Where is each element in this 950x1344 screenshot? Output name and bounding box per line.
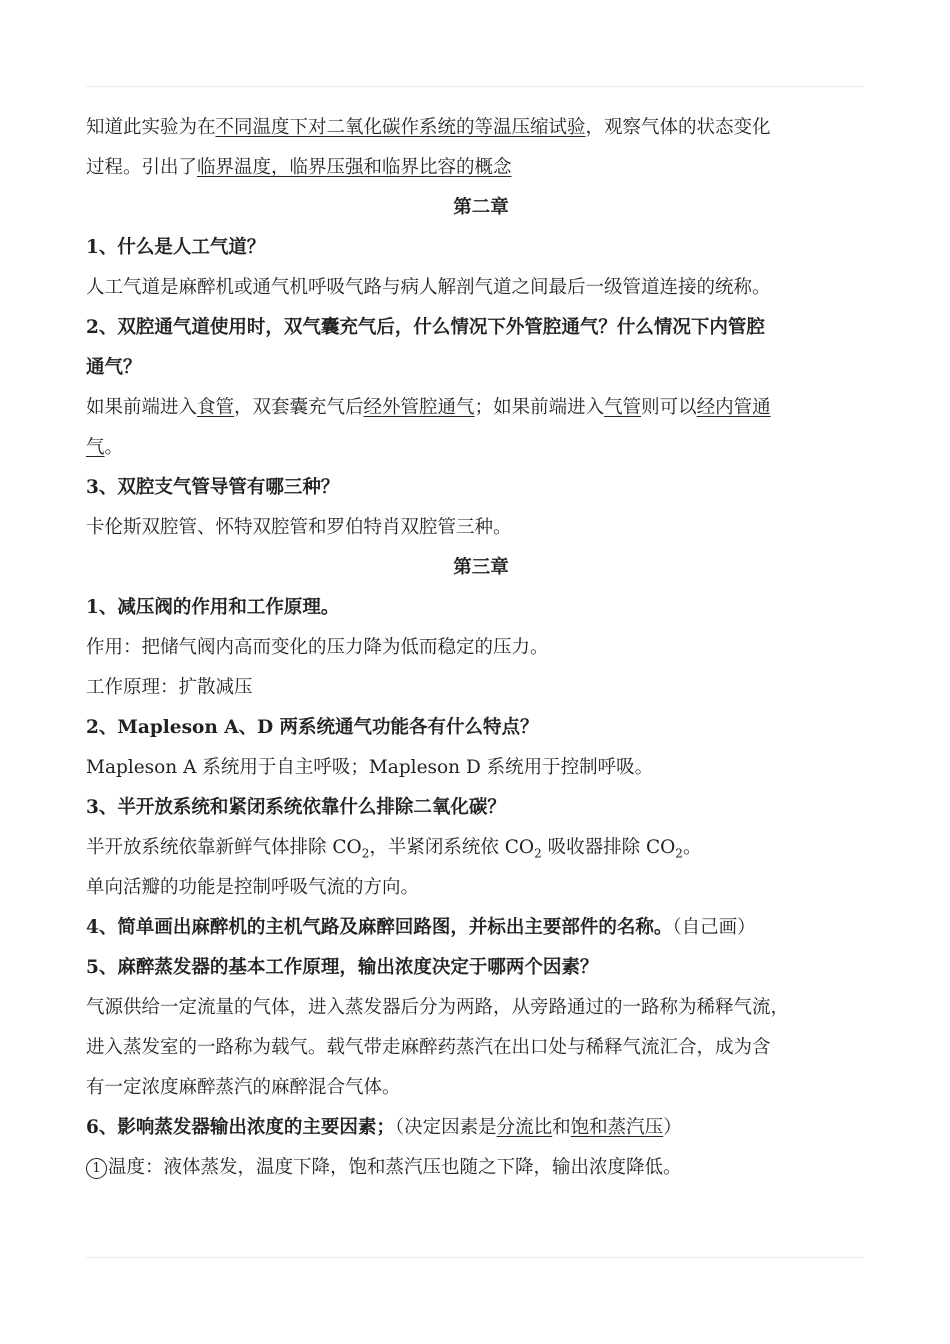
ch2-question-1: 1、什么是人工气道？ [86,237,266,258]
chapter-3-title: 第三章 [453,557,509,578]
intro-underlined: 不同温度下对二氧化碳作系统的等温压缩试验 [215,117,586,138]
ch3-answer-6 [86,1148,876,1188]
ch2-answer-3: 卡伦斯双腔管、怀特双腔管和罗伯特肖双腔管三种。 [86,517,512,538]
answer-text: ；如果前端进入 [474,397,605,418]
subscript: 2 [675,846,683,861]
ch3-question-6 [86,1108,876,1148]
answer-text: 则可以 [641,397,697,418]
answer-underlined: 气管 [604,397,642,418]
ch3-answer-1-line-2: 工作原理：扩散减压 [86,677,253,698]
ch3-answer-3-line-1 [86,828,876,868]
answer-underlined: 食管 [197,397,235,418]
ch3-question-4 [86,908,876,948]
question-note-underlined: 饱和蒸汽压 [570,1117,664,1138]
ch2-question-2-line-2: 通气？ [86,357,142,378]
circled-number-icon: 1 [86,1158,107,1179]
ch3-question-5: 5、麻醉蒸发器的基本工作原理，输出浓度决定于哪两个因素？ [86,957,599,978]
answer-text: 半开放系统依靠新鲜气体排除 CO [86,837,362,858]
answer-text: 温度：液体蒸发，温度下降，饱和蒸汽压也随之下降，输出浓度降低。 [108,1157,682,1178]
answer-text: 如果前端进入 [86,397,198,418]
ch3-answer-5-line-1: 气源供给一定流量的气体，进入蒸发器后分为两路，从旁路通过的一路称为稀释气流， [86,997,790,1018]
question-text: 4、简单画出麻醉机的主机气路及麻醉回路图，并标出主要部件的名称。 [86,917,673,938]
answer-text: 。 [104,437,124,458]
question-text: 6、影响蒸发器输出浓度的主要因素； [86,1117,395,1138]
intro-underlined: 临界温度，临界压强和临界比容的概念 [197,157,512,178]
ch2-question-2-line-1: 2、双腔通气道使用时，双气囊充气后，什么情况下外管腔通气？什么情况下内管腔 [86,317,765,338]
answer-underlined: 经内管通 [696,397,771,418]
question-note: 和 [552,1117,571,1138]
document-body [86,108,876,1188]
intro-line-2 [86,148,876,188]
ch3-answer-2: Mapleson A 系统用于自主呼吸；Mapleson D 系统用于控制呼吸。 [86,757,654,778]
chapter-2-title: 第二章 [453,197,509,218]
subscript: 2 [534,846,542,861]
answer-text: 。 [682,837,702,858]
ch2-answer-2-line-1 [86,388,876,428]
answer-text: ，半紧闭系统依 CO [369,837,535,858]
intro-line-1 [86,108,876,148]
ch3-question-1: 1、减压阀的作用和工作原理。 [86,597,340,618]
ch3-answer-1-line-1: 作用：把储气阀内高而变化的压力降为低而稳定的压力。 [86,637,549,658]
ch2-answer-1: 人工气道是麻醉机或通气机呼吸气路与病人解剖气道之间最后一级管道连接的统称。 [86,277,771,298]
question-note: ） [663,1117,682,1138]
ch2-answer-2-line-2 [86,428,876,468]
question-note-underlined: 分流比 [496,1117,553,1138]
bottom-rule [86,1257,864,1258]
answer-underlined: 气 [86,437,105,458]
ch3-answer-5-line-2: 进入蒸发室的一路称为载气。载气带走麻醉药蒸汽在出口处与稀释气流汇合，成为含 [86,1037,771,1058]
intro-text: ，观察气体的状态变化 [585,117,771,138]
intro-text: 过程。引出了 [86,157,198,178]
answer-text: 吸收器排除 CO [541,837,676,858]
ch2-question-3: 3、双腔支气管导管有哪三种？ [86,477,340,498]
question-note: （自己画） [672,917,756,938]
answer-underlined: 经外管腔通气 [363,397,475,418]
ch3-question-2: 2、Mapleson A、D 两系统通气功能各有什么特点？ [86,717,539,738]
answer-text: ，双套囊充气后 [234,397,364,418]
ch3-answer-3-line-2: 单向活瓣的功能是控制呼吸气流的方向。 [86,877,420,898]
ch3-answer-5-line-3: 有一定浓度麻醉蒸汽的麻醉混合气体。 [86,1077,401,1098]
intro-text: 知道此实验为在 [86,117,216,138]
subscript: 2 [361,846,370,861]
ch3-question-3: 3、半开放系统和紧闭系统依靠什么排除二氧化碳？ [86,797,506,818]
question-note: （决定因素是 [394,1117,497,1138]
top-rule [86,86,864,87]
